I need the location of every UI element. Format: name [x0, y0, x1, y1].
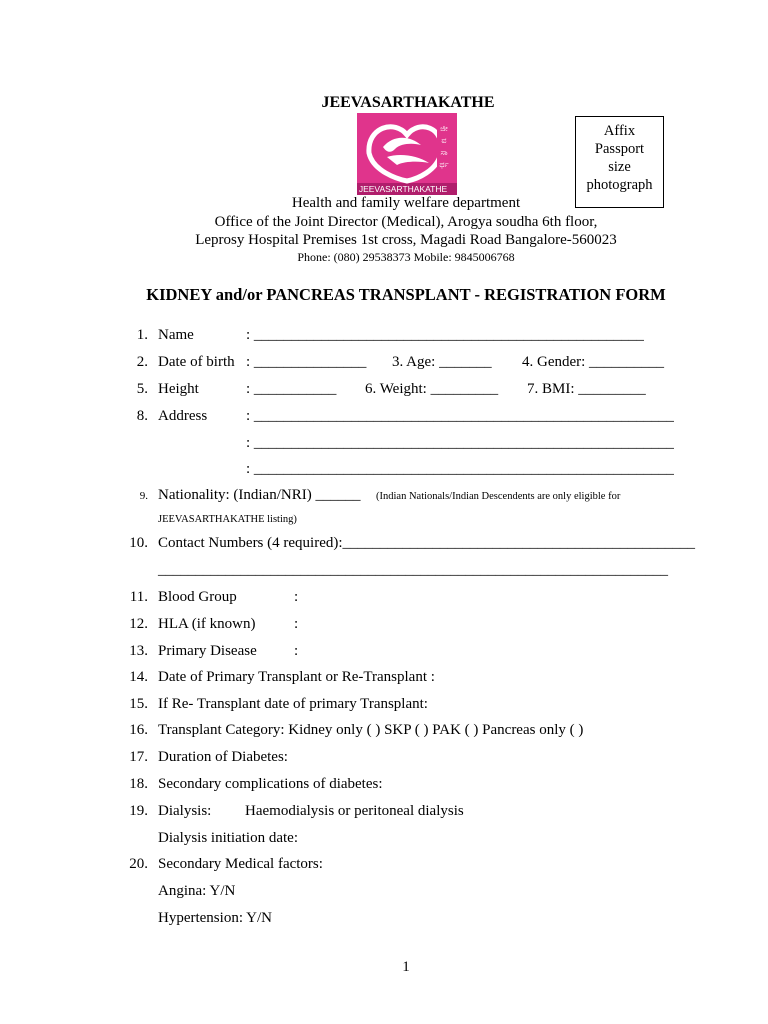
name-label: Name [158, 327, 194, 343]
svg-text:ರ್ಥ: ರ್ಥ [439, 160, 449, 169]
hla-field[interactable]: : [294, 616, 299, 632]
primary-disease-field[interactable]: : [294, 643, 299, 659]
field-number: 10. [129, 535, 148, 551]
blood-group-field[interactable]: : [294, 589, 299, 605]
dob-field[interactable]: : _______________ [246, 354, 367, 370]
nationality-note-continued: JEEVASARTHAKATHE listing) [158, 514, 297, 525]
field-number: 20. [129, 856, 148, 872]
field-number: 1. [136, 327, 148, 343]
blood-group-label: Blood Group [158, 589, 237, 605]
field-number: 13. [129, 643, 148, 659]
address-label: Address [158, 408, 208, 424]
nationality-note: (Indian Nationals/Indian Descendents are only eligible for [376, 491, 621, 502]
form-title: KIDNEY and/or PANCREAS TRANSPLANT - REGISTRATION FORM [146, 285, 666, 304]
field-number: 9. [139, 490, 148, 502]
medical-factors-label: Secondary Medical factors: [158, 856, 323, 872]
dialysis-label: Dialysis: [158, 803, 212, 819]
page-number: 1 [402, 959, 410, 975]
gender-field[interactable]: 4. Gender: __________ [522, 354, 665, 370]
dob-label: Date of birth [158, 354, 235, 370]
field-number: 17. [129, 749, 148, 765]
field-number: 16. [129, 722, 148, 738]
jeevasarthakathe-logo [357, 113, 457, 195]
hla-label: HLA (if known) [158, 616, 256, 632]
diabetes-duration-field[interactable]: Duration of Diabetes: [158, 749, 288, 765]
transplant-category-options[interactable]: Transplant Category: Kidney only ( ) SKP ( ) PAK ( ) Pancreas only ( ) [158, 722, 584, 738]
hypertension-field[interactable]: Hypertension: Y/N [158, 910, 273, 926]
contact-numbers-field[interactable]: Contact Numbers (4 required):_______________________________________________ [158, 535, 696, 551]
org-title: JEEVASARTHAKATHE [321, 94, 495, 111]
height-label: Height [158, 381, 199, 397]
field-number: 5. [136, 381, 148, 397]
photo-box-line: Passport [594, 141, 645, 157]
logo-label: JEEVASARTHAKATHE [358, 184, 448, 194]
diabetes-complications-field[interactable]: Secondary complications of diabetes: [158, 776, 383, 792]
address-field-line-2[interactable]: : ________________________________________________________ [246, 435, 674, 451]
address-line: Leprosy Hospital Premises 1st cross, Magadi Road Bangalore-560023 [195, 232, 617, 248]
field-number: 14. [129, 669, 148, 685]
field-number: 18. [129, 776, 148, 792]
angina-field[interactable]: Angina: Y/N [158, 883, 236, 899]
svg-text:ಸಾ: ಸಾ [440, 148, 448, 157]
primary-transplant-date-field[interactable]: Date of Primary Transplant or Re-Transplant : [158, 669, 435, 685]
svg-text:ವ: ವ [441, 136, 447, 145]
department-line: Health and family welfare department [291, 195, 521, 211]
primary-disease-label: Primary Disease [158, 643, 257, 659]
field-number: 11. [129, 589, 148, 605]
dialysis-type-options[interactable]: Haemodialysis or peritoneal dialysis [245, 803, 464, 819]
age-field[interactable]: 3. Age: _______ [392, 354, 492, 370]
contact-numbers-field-line-2[interactable]: ____________________________________________________________________ [158, 562, 668, 578]
weight-field[interactable]: 6. Weight: _________ [365, 381, 499, 397]
field-number: 2. [136, 354, 148, 370]
photo-box-line: photograph [586, 177, 653, 193]
field-number: 19. [129, 803, 148, 819]
field-number: 15. [129, 696, 148, 712]
retransplant-date-field[interactable]: If Re- Transplant date of primary Transplant: [158, 696, 428, 712]
office-line: Office of the Joint Director (Medical), Arogya soudha 6th floor, [214, 214, 598, 230]
address-field-line-3[interactable]: : ________________________________________________________ [246, 461, 674, 477]
height-field[interactable]: : ___________ [246, 381, 337, 397]
svg-text:ಜೀ: ಜೀ [440, 124, 448, 133]
name-field[interactable]: : ____________________________________________________ [246, 327, 644, 343]
photo-box-line: Affix [603, 123, 636, 139]
field-number: 8. [136, 408, 148, 424]
field-number: 12. [129, 616, 148, 632]
phone-line: Phone: (080) 29538373 Mobile: 9845006768 [297, 250, 515, 264]
address-field-line-1[interactable]: : ________________________________________________________ [246, 408, 674, 424]
dialysis-initiation-date-field[interactable]: Dialysis initiation date: [158, 830, 298, 846]
bmi-field[interactable]: 7. BMI: _________ [527, 381, 646, 397]
photo-box-line: size [608, 159, 631, 175]
nationality-field[interactable]: Nationality: (Indian/NRI) ______ [158, 487, 361, 503]
